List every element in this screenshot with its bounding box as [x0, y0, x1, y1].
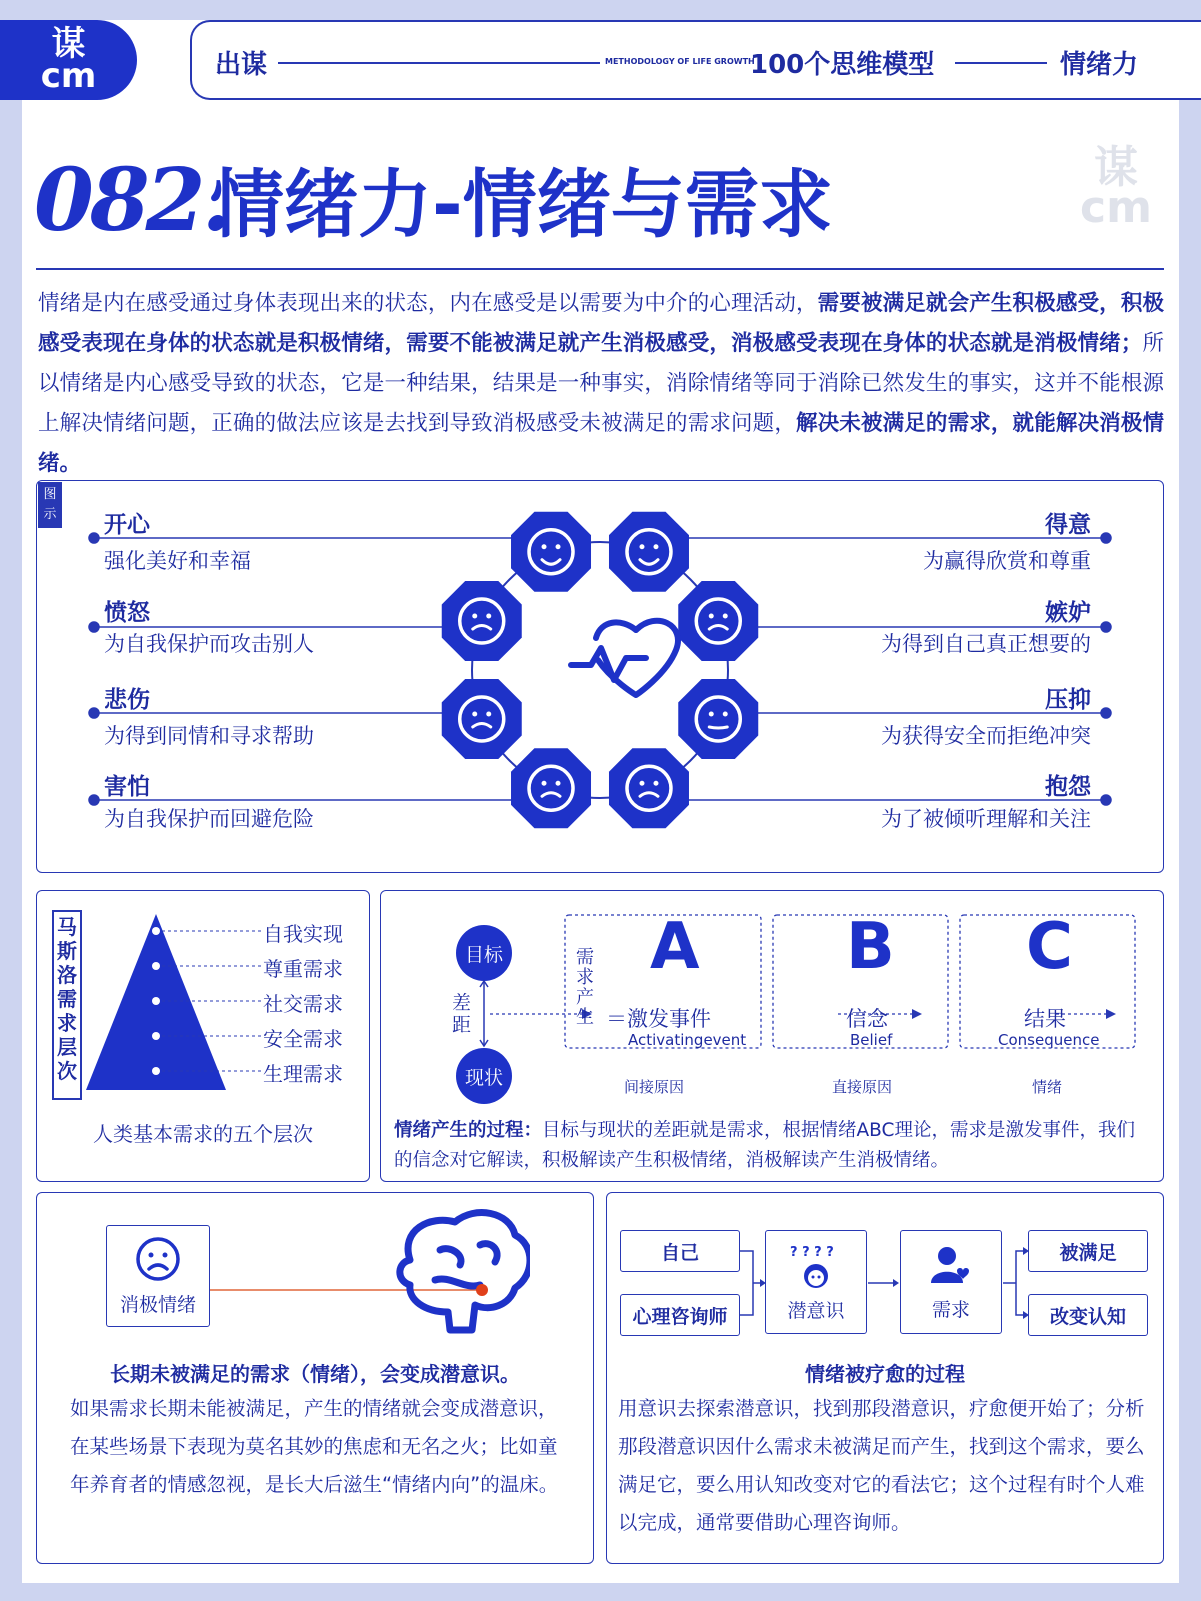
emotion-octagon [442, 581, 522, 661]
intro-text-1: 情绪是内在感受通过身体表现出来的状态，内在感受是以需要为中介的心理活动， [38, 291, 818, 316]
level-dot-5 [152, 1067, 160, 1075]
brain-diagram [210, 1200, 530, 1340]
reality-circle: 现状 [456, 1048, 512, 1104]
dot-complain [1101, 795, 1111, 805]
gap-label: 差距 [452, 992, 472, 1036]
svg-text:? ? ? ?: ? ? ? ? [790, 1244, 834, 1260]
frame-top [0, 0, 1201, 20]
figure-tag: 图示 [38, 482, 62, 528]
abc-letter-b: B [846, 910, 895, 984]
counselor-box: 心理咨询师 [620, 1294, 740, 1336]
abc-caption-bold: 情绪产生的过程： [394, 1120, 543, 1141]
level-dot-2 [152, 962, 160, 970]
emotion-octagon [511, 748, 591, 828]
emotion-name-repressed: 压抑 [1045, 687, 1091, 713]
abc-letter-a: A [650, 910, 700, 984]
abc-zh-c: 结果 [1024, 1007, 1066, 1031]
negative-emotion-box [106, 1225, 210, 1327]
emotion-name-complain: 抱怨 [1045, 774, 1091, 800]
need-label-healing: 需求 [931, 1298, 970, 1321]
emotion-ring [472, 542, 728, 798]
abc-letter-c: C [1026, 910, 1073, 984]
healing-text: 用意识去探索潜意识，找到那段潜意识，疗愈便开始了；分析那段潜意识因什么需求未被满足而产生，找到这个需求，要么满足它，要么用认知改变对它的看法它；这个过程有时个人难以完成，通常要借助心理咨询师。 [618, 1397, 1145, 1534]
brain-icon [400, 1213, 530, 1330]
emotion-name-jealous: 嫉妒 [1045, 600, 1091, 626]
frame-bottom [0, 1583, 1201, 1601]
emotion-desc-jealous: 为得到自己真正想要的 [881, 632, 1091, 656]
header-divider-right [955, 62, 1047, 64]
emotion-desc-proud: 为赢得欣赏和尊重 [923, 549, 1091, 573]
sad-face-icon [135, 1236, 181, 1282]
dot-sad [89, 708, 99, 718]
abc-en-b: Belief [850, 1031, 893, 1049]
intro-bold-1: 需要被满足就会产生积极感受，积极感受表现在身体的状态就是积极情绪，需要不能被满足就产生消极感受，消极感受表现在身体的状态就是消极情绪； [38, 291, 1164, 356]
header-right-label: 情绪力 [1060, 50, 1139, 80]
brand-logo [0, 20, 137, 100]
maslow-level-3: 社交需求 [263, 992, 343, 1016]
dot-afraid [89, 795, 99, 805]
intro-text-2: 所以情绪是内心感受导致的状态，它是一种结果，结果是一种事实，消除情绪等同于消除已然发生的事实，这并不能根源上解决情绪问题，正确的做法应该是去找到导致消极感受未被满足的需求问题， [38, 331, 1164, 436]
header-small-label: METHODOLOGY OF LIFE GROWTH [605, 57, 755, 66]
abc-en-c: Consequence [998, 1031, 1100, 1049]
abc-zh-b: 信念 [846, 1007, 888, 1031]
emotion-octagon [442, 679, 522, 759]
red-dot [476, 1284, 488, 1296]
abc-caption-text: 目标与现状的差距就是需求，根据情绪ABC理论，需求是激发事件，我们的信念对它解读，积极解读产生积极情绪，消极解读产生消极情绪。 [394, 1120, 1135, 1171]
header-divider-left [278, 62, 600, 64]
abc-zh-a: ＝激发事件 [606, 1007, 711, 1031]
maslow-caption: 人类基本需求的五个层次 [93, 1122, 313, 1146]
emotion-name-sad: 悲伤 [104, 687, 150, 713]
maslow-level-5: 生理需求 [263, 1062, 343, 1086]
subconscious-label: 潜意识 [787, 1299, 845, 1322]
abc-en-a: Activatingevent [628, 1031, 747, 1049]
emotion-desc-afraid: 为自我保护而回避危险 [104, 807, 314, 831]
abc-caption [394, 1116, 1152, 1176]
heart-icon [571, 621, 678, 695]
dot-happy [89, 533, 99, 543]
emotion-name-angry: 愤怒 [104, 600, 150, 626]
maslow-vertical-title: 马斯洛需求层次 [52, 910, 82, 1100]
emotion-desc-complain: 为了被倾听理解和关注 [881, 807, 1091, 831]
emotion-name-happy: 开心 [104, 512, 150, 538]
emotion-octagon [678, 581, 758, 661]
dot-proud [1101, 533, 1111, 543]
page-title: 情绪力-情绪与需求 [210, 162, 833, 248]
subconscious-heading: 长期未被满足的需求（情绪），会变成潜意识。 [110, 1362, 520, 1386]
watermark-logo [1080, 142, 1152, 233]
self-box: 自己 [620, 1230, 740, 1272]
emotion-octagon [678, 679, 758, 759]
negative-emotion-label: 消极情绪 [119, 1293, 196, 1316]
emotion-octagon [609, 748, 689, 828]
maslow-level-1: 自我实现 [263, 922, 343, 946]
header-center-label: 100个思维模型 [750, 50, 935, 80]
level-dot-3 [152, 997, 160, 1005]
intro-paragraph [38, 284, 1164, 484]
title-number: 082. [34, 150, 228, 251]
abc-bottom-a: 间接原因 [624, 1078, 685, 1096]
abc-bottom-c: 情绪 [1032, 1078, 1063, 1096]
brand-logo-text: 谋 cm [40, 24, 97, 96]
level-dot-4 [152, 1032, 160, 1040]
healing-connectors [606, 1192, 1164, 1352]
healing-heading: 情绪被疗愈的过程 [805, 1362, 965, 1386]
goal-circle: 目标 [456, 925, 512, 981]
abc-bottom-b: 直接原因 [832, 1078, 893, 1096]
emotion-desc-happy: 强化美好和幸福 [104, 549, 251, 573]
satisfied-box: 被满足 [1028, 1230, 1148, 1272]
subconscious-text: 如果需求长期未能被满足，产生的情绪就会变成潜意识，在某些场景下表现为莫名其妙的焦虑和无名之火；比如童年养育者的情感忽视，是长大后滋生“情绪内向”的温床。 [70, 1397, 559, 1496]
emotion-octagon [609, 512, 689, 592]
title-rule [36, 268, 1164, 270]
emotion-desc-angry: 为自我保护而攻击别人 [104, 632, 314, 656]
emotion-name-proud: 得意 [1045, 512, 1091, 538]
maslow-level-2: 尊重需求 [263, 957, 343, 981]
dot-angry [89, 622, 99, 632]
emotion-octagon [511, 512, 591, 592]
frame-left [0, 0, 22, 1601]
intro-bold-2: 解决未被满足的需求，就能解决消极情绪。 [38, 411, 1164, 476]
emotion-desc-sad: 为得到同情和寻求帮助 [104, 724, 314, 748]
emotion-desc-repressed: 为获得安全而拒绝冲突 [881, 724, 1091, 748]
watermark-text: 谋 cm [1080, 142, 1152, 233]
dot-jealous [1101, 622, 1111, 632]
emotion-name-afraid: 害怕 [104, 774, 150, 800]
dot-repressed [1101, 708, 1111, 718]
frame-right [1179, 100, 1201, 1601]
change-cognition-box: 改变认知 [1028, 1294, 1148, 1336]
level-dot-1 [152, 927, 160, 935]
header-left-label: 出谋 [215, 50, 268, 80]
maslow-level-4: 安全需求 [263, 1027, 343, 1051]
need-label: 需求产生 [576, 947, 594, 1028]
